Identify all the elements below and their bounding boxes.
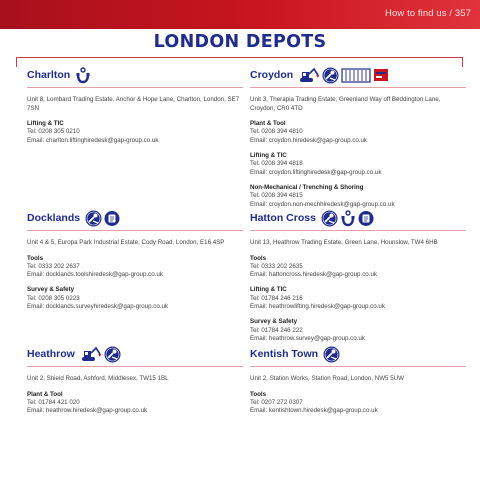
- contact-block: [250, 184, 466, 209]
- depot-charlton: [27, 66, 243, 145]
- contact-email[interactable]: Email: docklands.surveyhiredesk@gap-group.co.uk: [27, 303, 169, 311]
- depot-address: Unit 2, Station Works, Station Road, London, NW5 5UW: [250, 375, 404, 382]
- contact-label: Plant & Tool: [27, 390, 63, 398]
- tools-circle-icon: [321, 210, 338, 227]
- digger-icon: [298, 67, 320, 83]
- contact-label: Lifting & TIC: [250, 286, 287, 294]
- depot-address: Unit 2, Shield Road, Ashford, Middlesex, TW15 1BL: [27, 375, 169, 382]
- depot-service-icons: [323, 346, 340, 363]
- contact-email[interactable]: Email: heathrow.hiredesk@gap-group.co.uk: [27, 407, 148, 415]
- depot-address: Unit 3, Therapia Trading Estate, Greenland Way off Beddington Lane, Croydon, CR0 4TD: [250, 96, 441, 112]
- divider: [250, 230, 466, 231]
- contact-phone[interactable]: Tel: 0208 394 4818: [250, 160, 303, 168]
- contact-label: Survey & Safety: [250, 318, 298, 326]
- storage-container-icon: [341, 68, 371, 83]
- depot-name: Heathrow: [27, 348, 75, 360]
- divider: [250, 366, 466, 367]
- depot-service-icons: [75, 67, 91, 84]
- contact-label: Tools: [250, 390, 267, 398]
- divider: [27, 230, 243, 231]
- tools-circle-icon: [85, 210, 102, 227]
- depot-kentish-town: [250, 345, 466, 415]
- depot-name: Croydon: [250, 69, 294, 81]
- contact-label: Tools: [250, 254, 267, 262]
- contact-label: Non-Mechanical / Trenching & Shoring: [250, 183, 364, 191]
- tools-circle-icon: [323, 346, 340, 363]
- contact-block: [250, 286, 466, 311]
- header-bar: [0, 0, 480, 29]
- red-badge-icon: [373, 68, 389, 82]
- contact-phone[interactable]: Tel: 01784 421 020: [27, 398, 80, 406]
- contact-block: [250, 391, 466, 416]
- divider: [250, 87, 466, 88]
- depot-heathrow: [27, 345, 243, 415]
- depot-service-icons: [80, 346, 121, 363]
- contact-phone[interactable]: Tel: 01784 246 222: [250, 326, 303, 334]
- contact-email[interactable]: Email: hattoncross.hiredesk@gap-group.co.uk: [250, 271, 378, 279]
- contact-block: [250, 318, 466, 343]
- page-info: How to find us / 357: [385, 8, 471, 19]
- contact-phone[interactable]: Tel: 01784 246 216: [250, 294, 303, 302]
- survey-safety-icon: [104, 210, 120, 227]
- tools-circle-icon: [104, 346, 121, 363]
- magnet-lifting-icon: [75, 67, 91, 84]
- depot-service-icons: [321, 210, 374, 227]
- contact-phone[interactable]: Tel: 0207 272 0307: [250, 398, 303, 406]
- depot-name: Hatton Cross: [250, 212, 316, 224]
- contact-email[interactable]: Email: kentishtown.hiredesk@gap-group.co.uk: [250, 407, 378, 415]
- survey-safety-icon: [358, 210, 374, 227]
- contact-email[interactable]: Email: croydon.hiredesk@gap-group.co.uk: [250, 136, 368, 144]
- depot-service-icons: [298, 67, 389, 84]
- depot-name: Kentish Town: [250, 348, 319, 360]
- depot-hatton-cross: [250, 209, 466, 343]
- contact-block: [250, 120, 466, 145]
- contact-label: Tools: [27, 254, 44, 262]
- contact-email[interactable]: Email: croydon.liftinghiredesk@gap-group.co.uk: [250, 168, 382, 176]
- depot-docklands: [27, 209, 243, 311]
- contact-email[interactable]: Email: croydon.non-mechhiredesk@gap-group.co.uk: [250, 200, 395, 208]
- depot-service-icons: [85, 210, 120, 227]
- contact-phone[interactable]: Tel: 0333 202 2637: [27, 262, 80, 270]
- magnet-lifting-icon: [340, 210, 356, 227]
- contact-block: [27, 391, 243, 416]
- contact-label: Lifting & TIC: [250, 152, 287, 160]
- contact-phone[interactable]: Tel: 0208 305 0210: [27, 128, 80, 136]
- contact-email[interactable]: Email: heathrowlifting.hiredesk@gap-group.co.uk: [250, 303, 385, 311]
- contact-email[interactable]: Email: heathrow.survey@gap-group.co.uk: [250, 334, 365, 342]
- depot-name: Docklands: [27, 212, 81, 224]
- depot-heading: [27, 209, 243, 227]
- tools-circle-icon: [322, 67, 339, 84]
- contact-block: [27, 120, 243, 145]
- contact-block: [27, 286, 243, 311]
- contact-label: Survey & Safety: [27, 286, 75, 294]
- contact-phone[interactable]: Tel: 0208 394 4810: [250, 128, 303, 136]
- depot-address: Unit 8, Lombard Trading Estate, Anchor & Hope Lane, Charlton, London, SE7 7SN: [27, 96, 240, 112]
- depot-heading: [250, 345, 466, 363]
- contact-phone[interactable]: Tel: 0208 394 4815: [250, 192, 303, 200]
- depot-croydon: [250, 66, 466, 209]
- depot-address: Unit 4 & 5, Europa Park Industrial Estate, Cody Road, London, E16 4SP: [27, 239, 225, 246]
- contact-phone[interactable]: Tel: 0333 202 2635: [250, 262, 303, 270]
- contact-label: Plant & Tool: [250, 120, 286, 128]
- contact-email[interactable]: Email: charlton.liftinghiredesk@gap-group.co.uk: [27, 136, 159, 144]
- depot-heading: [250, 209, 466, 227]
- contact-phone[interactable]: Tel: 0208 305 0223: [27, 294, 80, 302]
- contact-block: [250, 152, 466, 177]
- depot-heading: [250, 66, 466, 84]
- contact-label: Lifting & TIC: [27, 120, 64, 128]
- depot-heading: [27, 345, 243, 363]
- contact-block: [27, 255, 243, 280]
- contact-block: [250, 255, 466, 280]
- depot-name: Charlton: [27, 69, 71, 81]
- divider: [27, 87, 243, 88]
- digger-icon: [80, 346, 102, 362]
- divider: [27, 366, 243, 367]
- depot-address: Unit 13, Heathrow Trading Estate, Green Lane, Hounslow, TW4 6HB: [250, 239, 438, 246]
- page-title: LONDON DEPOTS: [153, 32, 327, 52]
- depot-heading: [27, 66, 243, 84]
- contact-email[interactable]: Email: docklands.toolshiredesk@gap-group.co.uk: [27, 271, 163, 279]
